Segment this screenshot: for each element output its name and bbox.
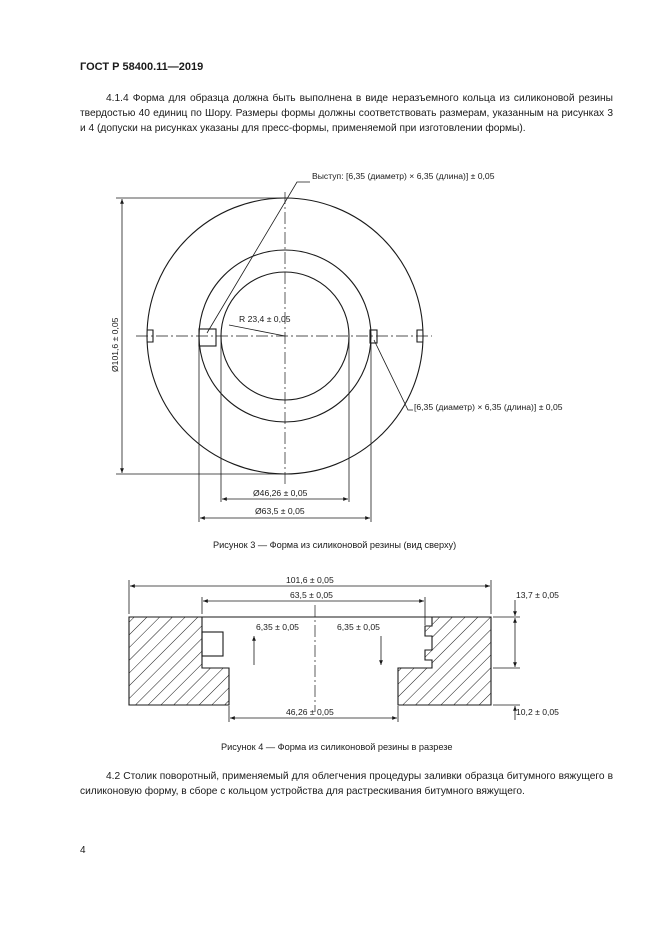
- section-left-body: [129, 617, 229, 705]
- notch-right-label: 6,35 ± 0,05: [337, 622, 380, 632]
- figure-3-top-view: [110, 171, 563, 522]
- paragraph-4-1-4: 4.1.4 Форма для образца должна быть выполнена в виде неразъемного кольца из силиконовой резины твердостью 40 единиц по Шору. Размеры формы должны соответствовать размерам, указанным на рисунках 3 и 4 (допуски на рисунках указаны для пресс-формы, применяемой при изготовлении формы).: [80, 93, 613, 134]
- overall-label: 101,6 ± 0,05: [286, 575, 334, 585]
- outer-dia-label: Ø101,6 ± 0,05: [110, 317, 120, 372]
- radius-line: [229, 325, 285, 336]
- protrusion-label: Выступ: [6,35 (диаметр) × 6,35 (длина)] ± 0,05: [312, 171, 495, 181]
- figure-4-caption: Рисунок 4 — Форма из силиконовой резины в разрезе: [221, 742, 453, 752]
- section-protrusion: [202, 632, 223, 656]
- inner-dia-label: Ø46,26 ± 0,05: [253, 488, 308, 498]
- base-label: 10,2 ± 0,05: [516, 707, 559, 717]
- document-header: ГОСТ Р 58400.11—2019: [80, 61, 204, 73]
- height-label: 13,7 ± 0,05: [516, 590, 559, 600]
- mid-dia-label: Ø63,5 ± 0,05: [255, 506, 305, 516]
- paragraph-4-2: 4.2 Столик поворотный, применяемый для облегчения процедуры заливки образца битумного вяжущего в силиконовую форму, в сборе с кольцом устройства для растрескивания битумного вяжущего.: [80, 771, 613, 797]
- protrusion-leader: [207, 182, 310, 333]
- notch-label: [6,35 (диаметр) × 6,35 (длина)] ± 0,05: [414, 402, 563, 412]
- mid-label: 63,5 ± 0,05: [290, 590, 333, 600]
- page-number: 4: [80, 845, 86, 856]
- section-right-body: [398, 617, 491, 705]
- notch-left-label: 6,35 ± 0,05: [256, 622, 299, 632]
- figure-4-section-view: [129, 575, 559, 722]
- bottom-label: 46,26 ± 0,05: [286, 707, 334, 717]
- radius-label: R 23,4 ± 0,05: [239, 314, 291, 324]
- figure-3-caption: Рисунок 3 — Форма из силиконовой резины (вид сверху): [213, 540, 457, 550]
